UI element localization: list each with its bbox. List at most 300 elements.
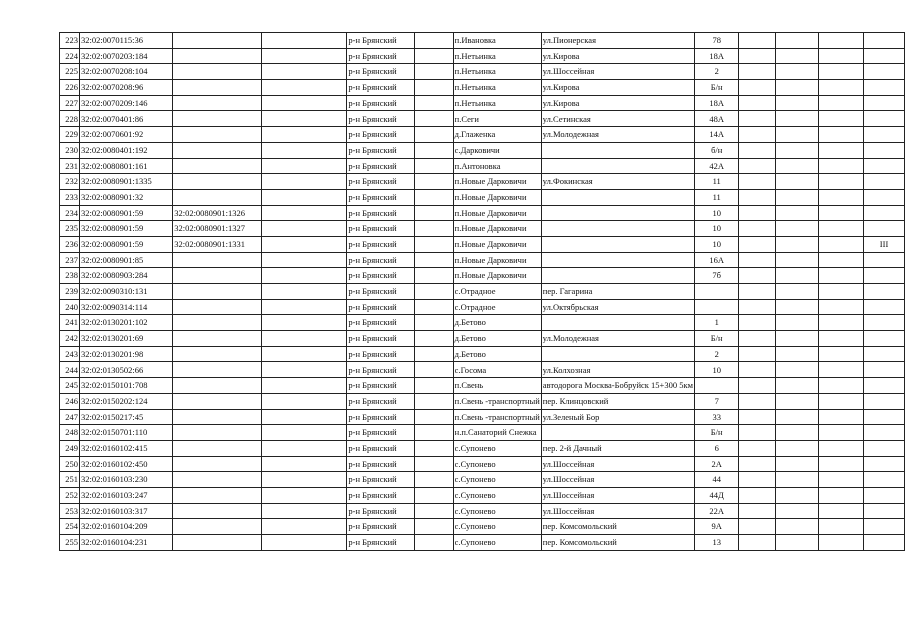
street: ул.Молодежная: [541, 331, 694, 347]
blank-cell: [776, 284, 819, 300]
blank-cell: [262, 111, 347, 127]
parent-cadastral-number: [173, 331, 262, 347]
house-number: 48А: [694, 111, 738, 127]
table-row: [60, 205, 905, 221]
street: ул.Пионерская: [541, 33, 694, 49]
row-number: 227: [60, 95, 80, 111]
extra-mark: [864, 393, 905, 409]
table-row: [60, 519, 905, 535]
blank-cell: [414, 236, 453, 252]
district: р-н Брянский: [347, 472, 414, 488]
blank-cell: [819, 456, 864, 472]
parent-cadastral-number: [173, 378, 262, 394]
locality: п.Свень -транспортный: [453, 393, 541, 409]
street: ул.Шоссейная: [541, 456, 694, 472]
blank-cell: [739, 158, 776, 174]
cadastral-number: 32:02:0070203:184: [79, 48, 172, 64]
locality: п.Новые Дарковичи: [453, 205, 541, 221]
extra-mark: [864, 362, 905, 378]
parent-cadastral-number: [173, 456, 262, 472]
street: [541, 189, 694, 205]
cadastral-number: 32:02:0070115:36: [79, 33, 172, 49]
blank-cell: [776, 64, 819, 80]
table-row: [60, 158, 905, 174]
blank-cell: [414, 174, 453, 190]
extra-mark: [864, 535, 905, 551]
district: р-н Брянский: [347, 362, 414, 378]
row-number: 232: [60, 174, 80, 190]
blank-cell: [819, 174, 864, 190]
parent-cadastral-number: [173, 48, 262, 64]
blank-cell: [776, 425, 819, 441]
blank-cell: [414, 95, 453, 111]
locality: п.Нетьинка: [453, 80, 541, 96]
district: р-н Брянский: [347, 142, 414, 158]
blank-cell: [819, 440, 864, 456]
locality: с.Супонево: [453, 487, 541, 503]
parent-cadastral-number: [173, 299, 262, 315]
house-number: 7: [694, 393, 738, 409]
blank-cell: [262, 346, 347, 362]
row-number: 250: [60, 456, 80, 472]
blank-cell: [739, 48, 776, 64]
blank-cell: [262, 425, 347, 441]
extra-mark: [864, 456, 905, 472]
table-row: [60, 80, 905, 96]
blank-cell: [819, 299, 864, 315]
row-number: 233: [60, 189, 80, 205]
blank-cell: [414, 268, 453, 284]
parent-cadastral-number: [173, 158, 262, 174]
extra-mark: [864, 487, 905, 503]
blank-cell: [262, 393, 347, 409]
house-number: 22А: [694, 503, 738, 519]
house-number: 42А: [694, 158, 738, 174]
cadastral-number: 32:02:0070208:104: [79, 64, 172, 80]
locality: д.Бетово: [453, 331, 541, 347]
blank-cell: [262, 503, 347, 519]
locality: с.Супонево: [453, 535, 541, 551]
street: [541, 346, 694, 362]
street: пер. Комсомольский: [541, 519, 694, 535]
blank-cell: [819, 393, 864, 409]
blank-cell: [262, 205, 347, 221]
blank-cell: [414, 346, 453, 362]
locality: с.Дарковичи: [453, 142, 541, 158]
house-number: [694, 378, 738, 394]
house-number: 18А: [694, 95, 738, 111]
blank-cell: [414, 409, 453, 425]
district: р-н Брянский: [347, 409, 414, 425]
house-number: Б/н: [694, 331, 738, 347]
row-number: 237: [60, 252, 80, 268]
district: р-н Брянский: [347, 393, 414, 409]
extra-mark: [864, 299, 905, 315]
blank-cell: [776, 174, 819, 190]
blank-cell: [414, 440, 453, 456]
cadastral-number: 32:02:0160104:231: [79, 535, 172, 551]
house-number: 10: [694, 205, 738, 221]
blank-cell: [739, 440, 776, 456]
blank-cell: [776, 299, 819, 315]
blank-cell: [414, 378, 453, 394]
street: ул.Кирова: [541, 80, 694, 96]
house-number: Б/н: [694, 425, 738, 441]
blank-cell: [776, 221, 819, 237]
blank-cell: [739, 142, 776, 158]
street: ул.Шоссейная: [541, 64, 694, 80]
cadastral-number: 32:02:0150701:110: [79, 425, 172, 441]
row-number: 223: [60, 33, 80, 49]
locality: с.Супонево: [453, 440, 541, 456]
locality: п.Ивановка: [453, 33, 541, 49]
blank-cell: [739, 236, 776, 252]
parent-cadastral-number: [173, 519, 262, 535]
district: р-н Брянский: [347, 425, 414, 441]
house-number: 18А: [694, 48, 738, 64]
row-number: 247: [60, 409, 80, 425]
blank-cell: [739, 315, 776, 331]
blank-cell: [739, 252, 776, 268]
blank-cell: [776, 409, 819, 425]
table-row: [60, 33, 905, 49]
parent-cadastral-number: [173, 503, 262, 519]
blank-cell: [262, 95, 347, 111]
blank-cell: [262, 252, 347, 268]
blank-cell: [739, 456, 776, 472]
row-number: 241: [60, 315, 80, 331]
house-number: 13: [694, 535, 738, 551]
blank-cell: [819, 268, 864, 284]
parent-cadastral-number: [173, 393, 262, 409]
cadastral-number: 32:02:0130201:102: [79, 315, 172, 331]
extra-mark: [864, 425, 905, 441]
house-number: 2: [694, 346, 738, 362]
parent-cadastral-number: 32:02:0080901:1331: [173, 236, 262, 252]
cadastral-number: 32:02:0080901:1335: [79, 174, 172, 190]
district: р-н Брянский: [347, 64, 414, 80]
blank-cell: [262, 158, 347, 174]
street: ул.Кирова: [541, 48, 694, 64]
blank-cell: [262, 80, 347, 96]
house-number: 7б: [694, 268, 738, 284]
table-row: [60, 393, 905, 409]
locality: н.п.Санаторий Снежка: [453, 425, 541, 441]
blank-cell: [739, 80, 776, 96]
locality: п.Новые Дарковичи: [453, 236, 541, 252]
district: р-н Брянский: [347, 127, 414, 143]
blank-cell: [776, 378, 819, 394]
blank-cell: [819, 33, 864, 49]
blank-cell: [262, 48, 347, 64]
blank-cell: [414, 331, 453, 347]
parent-cadastral-number: [173, 425, 262, 441]
street: пер. Клинцовский: [541, 393, 694, 409]
parent-cadastral-number: [173, 472, 262, 488]
blank-cell: [819, 315, 864, 331]
cadastral-number: 32:02:0150101:708: [79, 378, 172, 394]
blank-cell: [819, 95, 864, 111]
blank-cell: [776, 535, 819, 551]
locality: п.Сеги: [453, 111, 541, 127]
cadastral-number: 32:02:0160102:450: [79, 456, 172, 472]
blank-cell: [262, 299, 347, 315]
blank-cell: [414, 80, 453, 96]
house-number: 2: [694, 64, 738, 80]
blank-cell: [262, 189, 347, 205]
blank-cell: [262, 472, 347, 488]
blank-cell: [739, 221, 776, 237]
blank-cell: [739, 205, 776, 221]
row-number: 236: [60, 236, 80, 252]
blank-cell: [776, 205, 819, 221]
street: [541, 252, 694, 268]
blank-cell: [776, 48, 819, 64]
table-row: [60, 142, 905, 158]
parent-cadastral-number: [173, 315, 262, 331]
house-number: 44Д: [694, 487, 738, 503]
district: р-н Брянский: [347, 268, 414, 284]
row-number: 224: [60, 48, 80, 64]
blank-cell: [776, 189, 819, 205]
blank-cell: [819, 142, 864, 158]
street: ул.Зеленый Бор: [541, 409, 694, 425]
blank-cell: [414, 299, 453, 315]
cadastral-number: 32:02:0080801:161: [79, 158, 172, 174]
cadastral-number: 32:02:0080901:85: [79, 252, 172, 268]
blank-cell: [739, 425, 776, 441]
row-number: 230: [60, 142, 80, 158]
extra-mark: [864, 80, 905, 96]
blank-cell: [414, 503, 453, 519]
cadastral-number: 32:02:0150217:45: [79, 409, 172, 425]
street: [541, 158, 694, 174]
house-number: 78: [694, 33, 738, 49]
extra-mark: [864, 158, 905, 174]
extra-mark: [864, 174, 905, 190]
blank-cell: [819, 331, 864, 347]
district: р-н Брянский: [347, 487, 414, 503]
blank-cell: [776, 127, 819, 143]
cadastral-number: 32:02:0090310:131: [79, 284, 172, 300]
parent-cadastral-number: [173, 284, 262, 300]
cadastral-number: 32:02:0130201:98: [79, 346, 172, 362]
blank-cell: [739, 64, 776, 80]
street: ул.Шоссейная: [541, 487, 694, 503]
district: р-н Брянский: [347, 174, 414, 190]
blank-cell: [262, 284, 347, 300]
locality: с.Отрадное: [453, 299, 541, 315]
house-number: [694, 284, 738, 300]
district: р-н Брянский: [347, 252, 414, 268]
street: ул.Октябрьская: [541, 299, 694, 315]
locality: п.Свень: [453, 378, 541, 394]
district: р-н Брянский: [347, 331, 414, 347]
blank-cell: [414, 519, 453, 535]
blank-cell: [414, 205, 453, 221]
blank-cell: [262, 440, 347, 456]
extra-mark: [864, 503, 905, 519]
cadastral-number: 32:02:0150202:124: [79, 393, 172, 409]
blank-cell: [739, 362, 776, 378]
table-row: [60, 472, 905, 488]
row-number: 242: [60, 331, 80, 347]
blank-cell: [739, 519, 776, 535]
table-row: [60, 299, 905, 315]
extra-mark: [864, 127, 905, 143]
house-number: 33: [694, 409, 738, 425]
cadastral-number: 32:02:0070209:146: [79, 95, 172, 111]
blank-cell: [819, 346, 864, 362]
parent-cadastral-number: [173, 268, 262, 284]
blank-cell: [776, 440, 819, 456]
blank-cell: [776, 503, 819, 519]
cadastral-number: 32:02:0130502:66: [79, 362, 172, 378]
street: [541, 425, 694, 441]
row-number: 252: [60, 487, 80, 503]
blank-cell: [739, 111, 776, 127]
house-number: б/н: [694, 142, 738, 158]
extra-mark: [864, 519, 905, 535]
blank-cell: [776, 252, 819, 268]
locality: п.Новые Дарковичи: [453, 174, 541, 190]
district: р-н Брянский: [347, 440, 414, 456]
blank-cell: [819, 378, 864, 394]
blank-cell: [776, 331, 819, 347]
district: р-н Брянский: [347, 456, 414, 472]
blank-cell: [739, 174, 776, 190]
blank-cell: [776, 393, 819, 409]
district: р-н Брянский: [347, 158, 414, 174]
table-row: [60, 409, 905, 425]
street: ул.Кирова: [541, 95, 694, 111]
blank-cell: [819, 252, 864, 268]
table-row: [60, 456, 905, 472]
parent-cadastral-number: [173, 535, 262, 551]
extra-mark: [864, 205, 905, 221]
blank-cell: [262, 315, 347, 331]
table-row: [60, 48, 905, 64]
house-number: Б/н: [694, 80, 738, 96]
parent-cadastral-number: [173, 33, 262, 49]
locality: д.Бетово: [453, 315, 541, 331]
blank-cell: [262, 142, 347, 158]
street: ул.Шоссейная: [541, 503, 694, 519]
house-number: 16А: [694, 252, 738, 268]
blank-cell: [414, 487, 453, 503]
blank-cell: [776, 456, 819, 472]
extra-mark: [864, 142, 905, 158]
locality: с.Госома: [453, 362, 541, 378]
blank-cell: [819, 127, 864, 143]
row-number: 240: [60, 299, 80, 315]
blank-cell: [414, 64, 453, 80]
district: р-н Брянский: [347, 284, 414, 300]
table-row: [60, 440, 905, 456]
table-row: [60, 503, 905, 519]
registry-body: [60, 33, 905, 551]
row-number: 255: [60, 535, 80, 551]
blank-cell: [739, 299, 776, 315]
blank-cell: [262, 64, 347, 80]
parent-cadastral-number: [173, 80, 262, 96]
table-row: [60, 236, 905, 252]
blank-cell: [262, 456, 347, 472]
blank-cell: [414, 48, 453, 64]
district: р-н Брянский: [347, 33, 414, 49]
blank-cell: [819, 284, 864, 300]
row-number: 234: [60, 205, 80, 221]
blank-cell: [819, 80, 864, 96]
extra-mark: [864, 48, 905, 64]
street: ул.Колхозная: [541, 362, 694, 378]
district: р-н Брянский: [347, 236, 414, 252]
parent-cadastral-number: [173, 127, 262, 143]
extra-mark: [864, 221, 905, 237]
blank-cell: [262, 362, 347, 378]
blank-cell: [739, 535, 776, 551]
blank-cell: [414, 189, 453, 205]
blank-cell: [819, 205, 864, 221]
cadastral-number: 32:02:0070401:86: [79, 111, 172, 127]
house-number: 6: [694, 440, 738, 456]
blank-cell: [414, 221, 453, 237]
parent-cadastral-number: [173, 174, 262, 190]
locality: с.Отрадное: [453, 284, 541, 300]
row-number: 228: [60, 111, 80, 127]
blank-cell: [739, 189, 776, 205]
cadastral-number: 32:02:0080901:59: [79, 236, 172, 252]
blank-cell: [262, 535, 347, 551]
blank-cell: [776, 95, 819, 111]
extra-mark: [864, 95, 905, 111]
locality: д.Бетово: [453, 346, 541, 362]
blank-cell: [776, 519, 819, 535]
extra-mark: [864, 331, 905, 347]
street: пер. Комсомольский: [541, 535, 694, 551]
locality: п.Свень -транспортный: [453, 409, 541, 425]
parent-cadastral-number: [173, 346, 262, 362]
district: р-н Брянский: [347, 80, 414, 96]
extra-mark: [864, 472, 905, 488]
district: р-н Брянский: [347, 95, 414, 111]
street: ул.Шоссейная: [541, 472, 694, 488]
cadastral-number: 32:02:0130201:69: [79, 331, 172, 347]
house-number: 10: [694, 221, 738, 237]
cadastral-number: 32:02:0080901:59: [79, 205, 172, 221]
table-row: [60, 284, 905, 300]
street: ул.Молодежная: [541, 127, 694, 143]
locality: с.Супонево: [453, 456, 541, 472]
blank-cell: [262, 331, 347, 347]
street: пер. Гагарина: [541, 284, 694, 300]
table-row: [60, 315, 905, 331]
row-number: 238: [60, 268, 80, 284]
cadastral-number: 32:02:0160103:247: [79, 487, 172, 503]
row-number: 246: [60, 393, 80, 409]
blank-cell: [739, 33, 776, 49]
house-number: 10: [694, 362, 738, 378]
blank-cell: [819, 236, 864, 252]
blank-cell: [414, 393, 453, 409]
row-number: 248: [60, 425, 80, 441]
blank-cell: [819, 64, 864, 80]
extra-mark: [864, 409, 905, 425]
blank-cell: [262, 127, 347, 143]
blank-cell: [776, 362, 819, 378]
blank-cell: [819, 362, 864, 378]
district: р-н Брянский: [347, 205, 414, 221]
